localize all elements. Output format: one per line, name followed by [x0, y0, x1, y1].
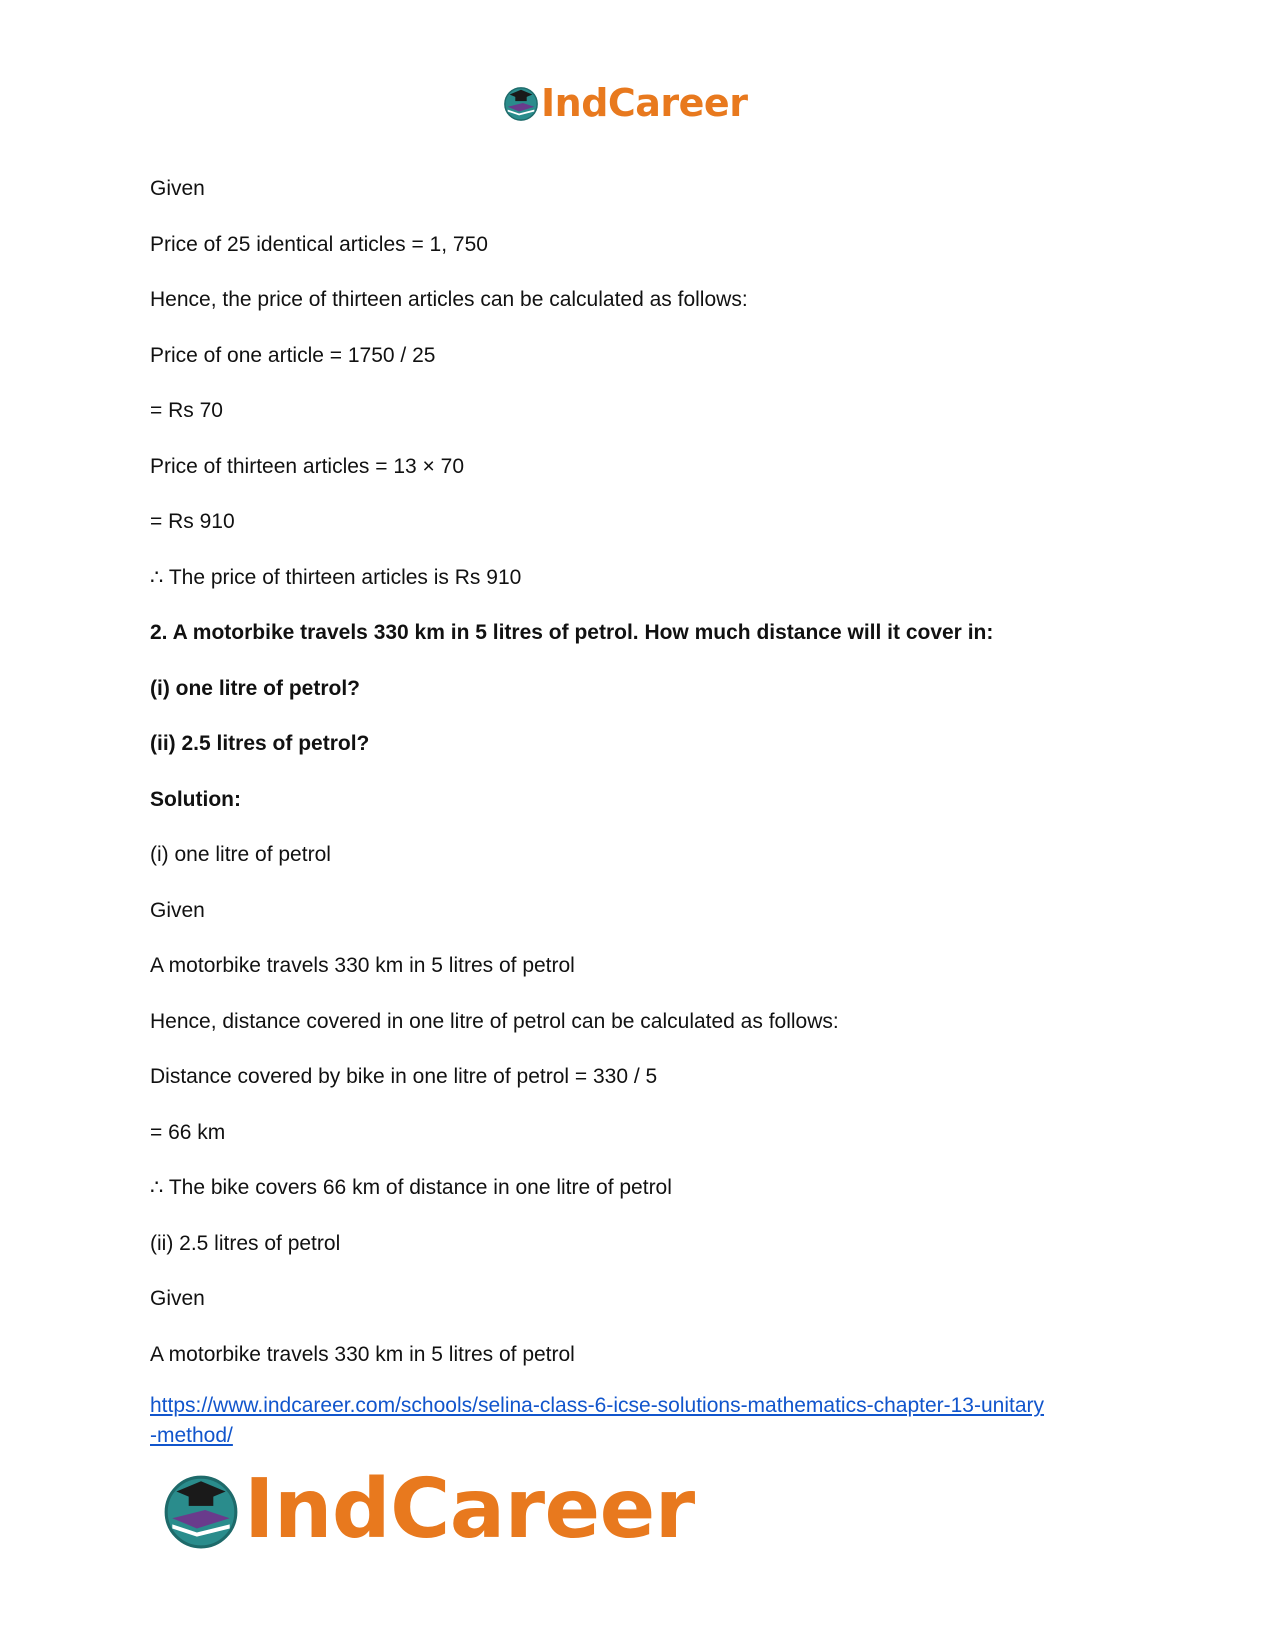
source-link[interactable] — [150, 1391, 1150, 1451]
logo-text: IndCareer — [541, 81, 748, 125]
question-text: (i) one litre of petrol? — [150, 676, 360, 700]
solution-text: = Rs 910 — [150, 510, 235, 533]
solution-text: Hence, the price of thirteen articles can be calculated as follows: — [150, 288, 748, 311]
graduation-book-globe-icon — [160, 1469, 242, 1551]
document-body — [150, 175, 1130, 1396]
source-link-line-2[interactable]: -method/ — [150, 1424, 233, 1447]
solution-text: A motorbike travels 330 km in 5 litres of petrol — [150, 954, 575, 977]
logo-text: IndCareer — [244, 1462, 695, 1557]
footer-logo — [160, 1462, 695, 1557]
solution-text: Price of 25 identical articles = 1, 750 — [150, 232, 488, 256]
solution-text: Hence, distance covered in one litre of petrol can be calculated as follows: — [150, 1009, 839, 1033]
question-text: Solution: — [150, 787, 241, 811]
solution-text: ∴ The price of thirteen articles is Rs 910 — [150, 565, 522, 589]
solution-text: Given — [150, 898, 205, 922]
question-text: (ii) 2.5 litres of petrol? — [150, 732, 370, 755]
solution-text: A motorbike travels 330 km in 5 litres of petrol — [150, 1342, 575, 1366]
solution-text: Given — [150, 177, 205, 200]
solution-text: ∴ The bike covers 66 km of distance in one litre of petrol — [150, 1176, 672, 1199]
header-logo — [502, 78, 747, 128]
question-text: 2. A motorbike travels 330 km in 5 litres of petrol. How much distance will it cover in: — [150, 621, 994, 644]
solution-text: Price of one article = 1750 / 25 — [150, 343, 436, 367]
graduation-book-globe-icon — [502, 84, 540, 122]
solution-text: (ii) 2.5 litres of petrol — [150, 1231, 341, 1255]
solution-text: = Rs 70 — [150, 399, 223, 422]
solution-text: Price of thirteen articles = 13 × 70 — [150, 454, 465, 478]
source-link-line-1[interactable]: https://www.indcareer.com/schools/selina-class-6-icse-solutions-mathematics-chapter-13-unitary — [150, 1394, 1045, 1417]
solution-text: (i) one litre of petrol — [150, 843, 331, 866]
solution-text: = 66 km — [150, 1120, 226, 1144]
solution-text: Distance covered by bike in one litre of petrol = 330 / 5 — [150, 1065, 658, 1088]
solution-text: Given — [150, 1287, 205, 1310]
